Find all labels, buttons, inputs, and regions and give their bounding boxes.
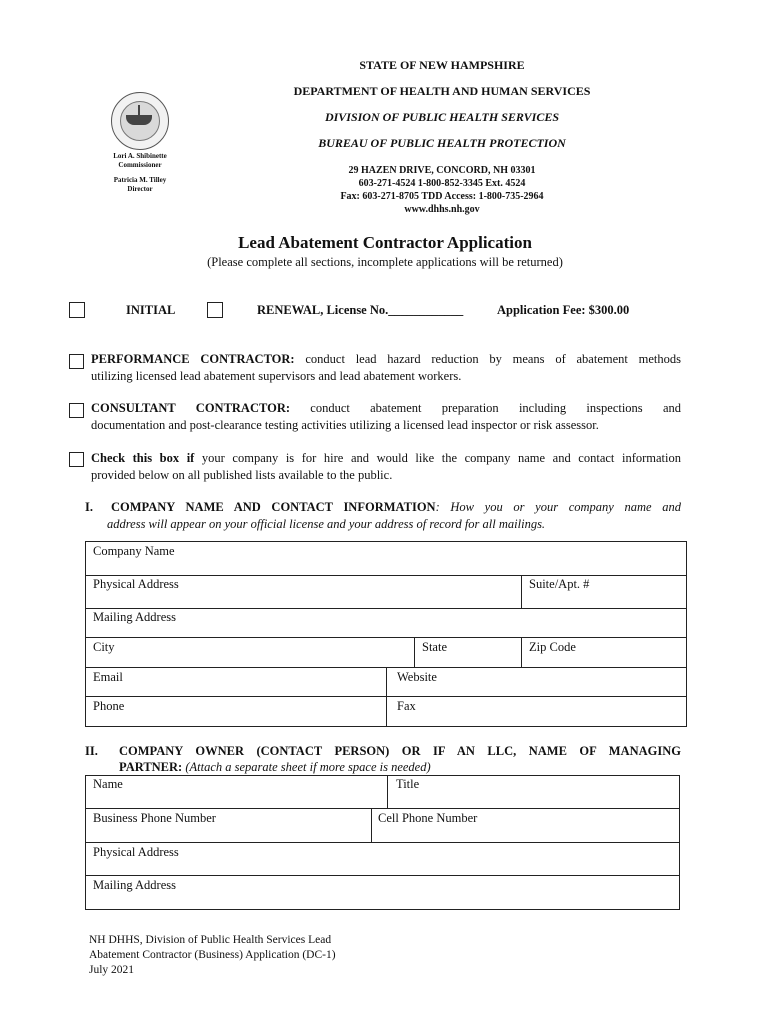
owner-mailing-address-field[interactable]: Mailing Address [93,878,176,892]
division-name: DIVISION OF PUBLIC HEALTH SERVICES [324,110,560,124]
zip-code-field[interactable]: Zip Code [529,640,576,654]
owner-physical-address-field[interactable]: Physical Address [93,845,179,859]
address-line: 29 HAZEN DRIVE, CONCORD, NH 03301 [348,165,536,176]
renewal-label: RENEWAL, License No.____________ [257,303,464,317]
physical-address-field[interactable]: Physical Address [93,577,179,591]
for-hire-checkbox[interactable] [69,452,84,467]
state-name: STATE OF NEW HAMPSHIRE [359,58,525,72]
initial-checkbox[interactable] [69,302,85,318]
phone-field[interactable]: Phone [93,699,125,713]
section-1-numeral: I. [85,500,93,514]
state-seal-icon [111,92,169,150]
commissioner-name: Lori A. Shibinette [113,152,167,160]
performance-contractor-checkbox[interactable] [69,354,84,369]
fax-field[interactable]: Fax [397,699,416,713]
state-field[interactable]: State [422,640,447,654]
consultant-contractor-checkbox[interactable] [69,403,84,418]
city-field[interactable]: City [93,640,115,654]
bureau-name: BUREAU OF PUBLIC HEALTH PROTECTION [318,136,566,150]
department-name: DEPARTMENT OF HEALTH AND HUMAN SERVICES [293,84,591,98]
section-2-heading-line2: PARTNER: (Attach a separate sheet if more space is needed) [119,760,431,774]
phone-line: 603-271-4524 1-800-852-3345 Ext. 4524 [358,178,526,189]
section-2-note: (Attach a separate sheet if more space is needed) [182,760,431,774]
commissioner-block [95,152,185,194]
footer-date: July 2021 [89,964,135,976]
section-2-title: COMPANY OWNER (CONTACT PERSON) OR IF AN LLC, NAME OF MANAGING [119,744,681,758]
performance-contractor-text: PERFORMANCE CONTRACTOR: conduct lead hazard reduction by means of abatement methods utilizing licensed lead abatement supervisors and lead abatement workers. [91,352,681,383]
consultant-contractor-text: CONSULTANT CONTRACTOR: conduct abatement preparation including inspections and documentation and post-clearance testing activities utilizing a licensed lead inspector or risk assessor. [91,401,681,432]
suite-field[interactable]: Suite/Apt. # [529,577,590,591]
business-phone-field[interactable]: Business Phone Number [93,811,216,825]
section-1-heading: COMPANY NAME AND CONTACT INFORMATION: How you or your company name and [111,500,681,514]
mailing-address-field[interactable]: Mailing Address [93,610,176,624]
page-title: Lead Abatement Contractor Application [238,233,532,252]
footer-line-2: Abatement Contractor (Business) Application (DC-1) [89,949,336,961]
director-name: Patricia M. Tilley [113,176,167,184]
owner-title-field[interactable]: Title [396,777,420,791]
website-field[interactable]: Website [397,670,437,684]
director-title: Director [127,185,153,193]
initial-label: INITIAL [126,303,176,317]
owner-name-field[interactable]: Name [93,777,123,791]
section-2-numeral: II. [85,744,98,758]
email-field[interactable]: Email [93,670,123,684]
section-1-title: COMPANY NAME AND CONTACT INFORMATION [111,500,436,514]
consultant-contractor-label: CONSULTANT CONTRACTOR: [91,401,291,415]
commissioner-title: Commissioner [118,161,162,169]
for-hire-label: Check this box if [91,451,195,465]
section-1-note: address will appear on your official license and your address of record for all mailings. [107,517,546,531]
website-link[interactable]: www.dhhs.nh.gov [404,204,480,215]
company-name-field[interactable]: Company Name [93,544,175,558]
footer [89,933,336,978]
for-hire-text: Check this box if your company is for hire and would like the company name and contact information provided below on all published lists available to the public. [91,451,681,482]
renewal-checkbox[interactable] [207,302,223,318]
application-fee: Application Fee: $300.00 [497,303,630,317]
page-subtitle: (Please complete all sections, incomplete applications will be returned) [207,255,563,269]
footer-line-1: NH DHHS, Division of Public Health Services Lead [89,934,332,946]
performance-contractor-label: PERFORMANCE CONTRACTOR: [91,352,295,366]
fax-line: Fax: 603-271-8705 TDD Access: 1-800-735-2964 [340,191,544,202]
cell-phone-field[interactable]: Cell Phone Number [378,811,478,825]
